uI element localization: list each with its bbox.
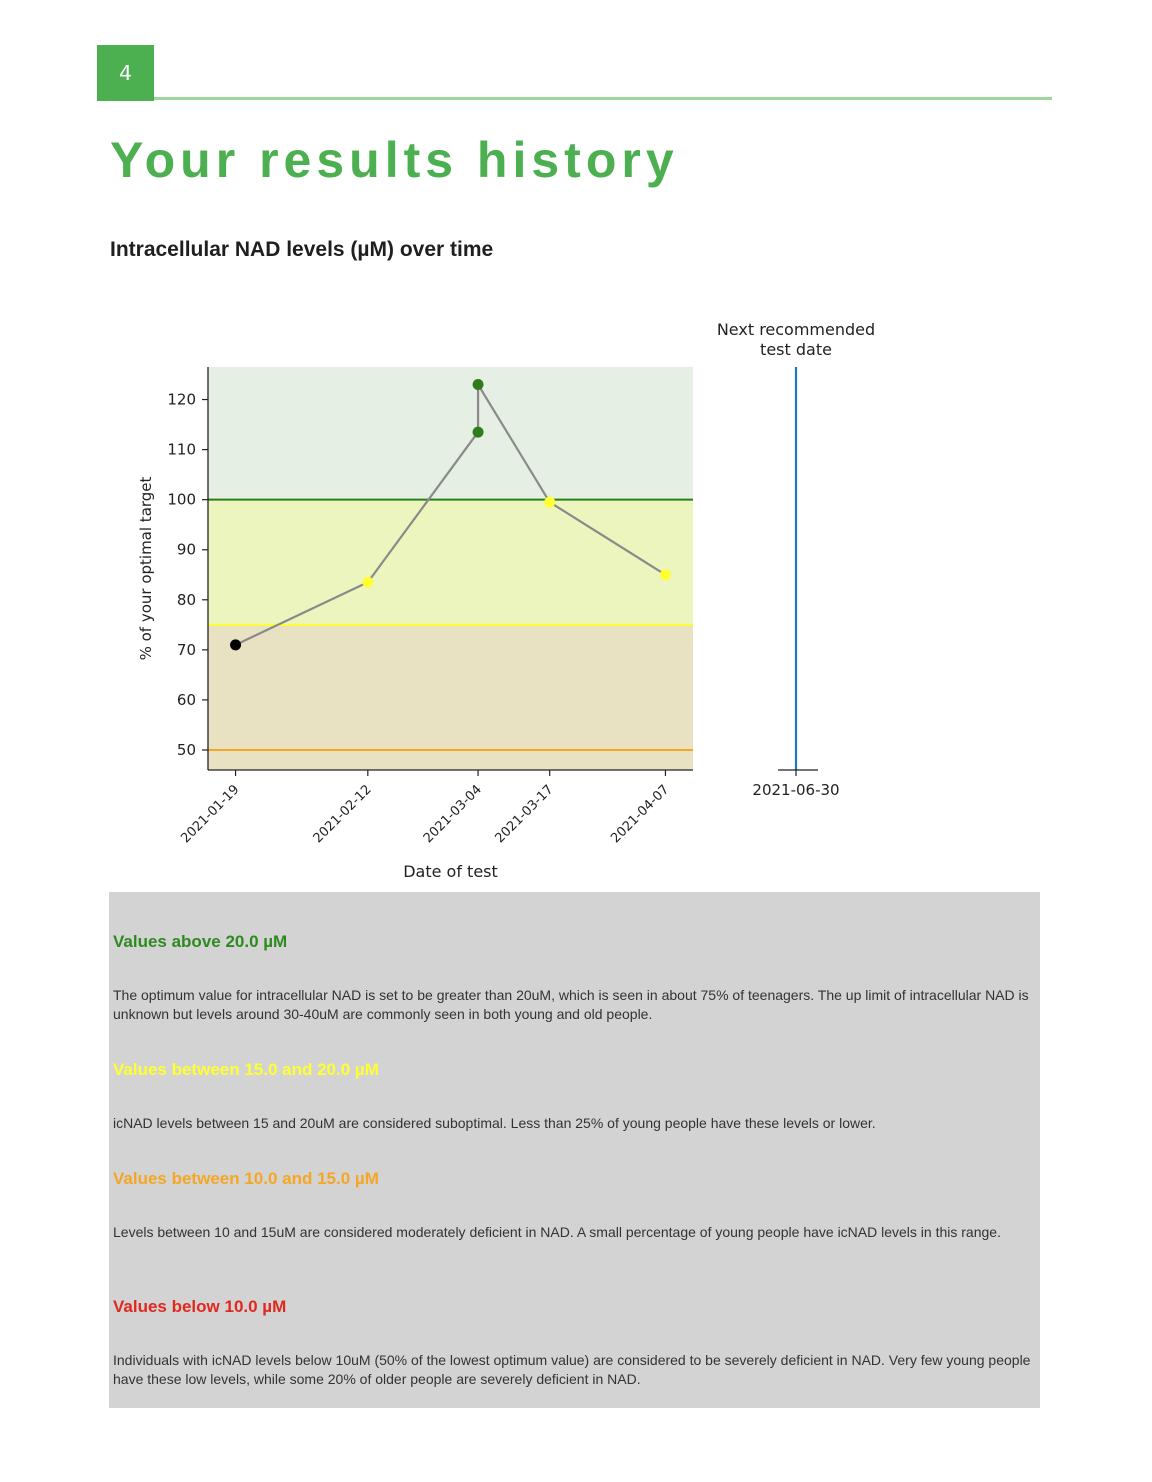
data-point-4 [544, 497, 555, 508]
chart-subtitle: Intracellular NAD levels (µM) over time [110, 238, 494, 261]
range-block-moderate [113, 1169, 1038, 1240]
range-text-severe: Individuals with icNAD levels below 10uM (50% of the lowest optimum value) are considered to be severely deficient in NAD. Very few young people have these low levels, while some 20% of older people are severely deficient in NAD. [113, 1352, 1031, 1387]
x-tick-label-0: 2021-01-19 [178, 782, 243, 847]
range-text-moderate: Levels between 10 and 15uM are considered moderately deficient in NAD. A small percentage of young people have icNAD levels in this range. [113, 1224, 1001, 1240]
x-tick-label-4: 2021-04-07 [608, 782, 673, 847]
y-tick-label-120: 120 [167, 390, 196, 409]
chart-band-1 [208, 500, 693, 625]
next-test-label-line2: test date [760, 340, 832, 359]
range-heading-moderate: Values between 10.0 and 15.0 µM [113, 1169, 379, 1188]
y-tick-label-100: 100 [167, 490, 196, 509]
range-block-optimal [113, 932, 1038, 1022]
data-point-0 [230, 639, 241, 650]
data-point-5 [660, 569, 671, 580]
page-number-badge: 4 [97, 45, 154, 101]
range-text-optimal: The optimum value for intracellular NAD is set to be greater than 20uM, which is seen in about 75% of teenagers. The up limit of intracellular NAD is unknown but levels around 30-40uM are commonly seen in both young and old people. [113, 987, 1029, 1022]
range-block-suboptimal [113, 1060, 1038, 1131]
next-test-label-line1: Next recommended [716, 320, 876, 339]
data-point-3 [473, 379, 484, 390]
chart-band-0 [208, 625, 693, 770]
data-point-1 [362, 577, 373, 588]
y-tick-label-60: 60 [176, 690, 196, 709]
next-test-date-label: 2021-06-30 [752, 781, 840, 799]
range-text-suboptimal: icNAD levels between 15 and 20uM are considered suboptimal. Less than 25% of young people have these levels or lower. [113, 1115, 876, 1131]
x-axis-label: Date of test [403, 862, 498, 881]
y-tick-label-90: 90 [176, 540, 196, 559]
data-point-2 [473, 427, 484, 438]
y-tick-label-70: 70 [176, 640, 196, 659]
range-heading-suboptimal: Values between 15.0 and 20.0 µM [113, 1060, 379, 1079]
y-axis-label: % of your optimal target [137, 476, 155, 661]
x-tick-label-3: 2021-03-17 [492, 782, 557, 847]
y-tick-label-110: 110 [167, 440, 196, 459]
x-tick-label-2: 2021-03-04 [420, 782, 485, 847]
range-heading-severe: Values below 10.0 µM [113, 1297, 287, 1316]
x-tick-label-1: 2021-02-12 [310, 782, 375, 847]
range-heading-optimal: Values above 20.0 µM [113, 932, 288, 951]
y-tick-label-80: 80 [176, 590, 196, 609]
range-block-severe [113, 1297, 1038, 1387]
y-tick-label-50: 50 [176, 740, 196, 759]
chart-band-2 [208, 367, 693, 500]
ranges-info-panel [109, 892, 1040, 1408]
page-title: Your results history [110, 132, 679, 188]
